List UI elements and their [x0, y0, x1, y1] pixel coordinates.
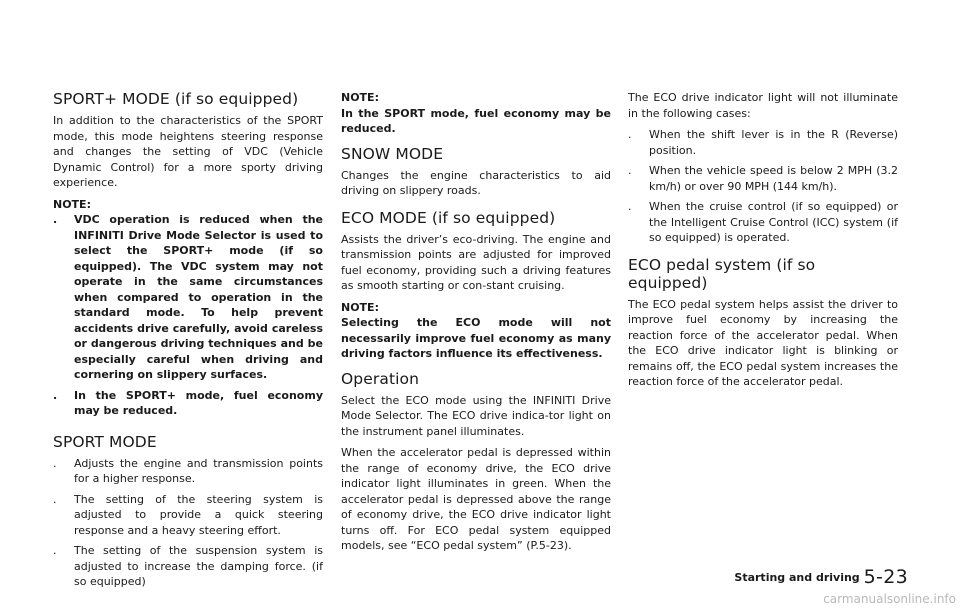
- heading-snow-mode: SNOW MODE: [341, 144, 444, 163]
- column-left: [53, 90, 323, 596]
- section-title: Starting and driving: [734, 571, 860, 584]
- list-item: . In the SPORT+ mode, fuel economy may be reduced.: [53, 388, 323, 417]
- sport-mode-list: [53, 456, 323, 590]
- bullet: .: [53, 544, 57, 557]
- heading-sport-mode: SPORT MODE: [53, 432, 157, 451]
- eco-pedal-description: The ECO pedal system helps assist the driver to improve fuel economy by increasing the reaction force of the accelerator pedal. When the ECO drive indicator light is blinking or remains off, the ECO pedal system increases the reaction force of the accelerator pedal.: [628, 297, 898, 388]
- list-item: . VDC operation is reduced when the INFINITI Drive Mode Selector is used to select the SPORT+ mode (if so equipped). The VDC system may not operate in the same circumstances when compared to operation in the standard mode. To help prevent accidents drive carefully, avoid careless or dangerous driving techniques and be especially careful when driving and cornering on slippery surfaces.: [53, 213, 323, 381]
- bullet: .: [628, 200, 632, 213]
- bullet: .: [53, 492, 57, 506]
- list-item: . When the shift lever is in the R (Reverse) position.: [628, 128, 898, 157]
- sport-plus-notes: [53, 212, 323, 419]
- heading-sport-plus-mode: SPORT+ MODE (if so equipped): [53, 90, 299, 108]
- heading-eco-pedal-system: ECO pedal system (if so equipped): [628, 255, 816, 292]
- bullet: .: [53, 213, 58, 226]
- list-item: . When the vehicle speed is below 2 MPH (3.2 km/h) or over 90 MPH (144 km/h).: [628, 164, 898, 193]
- page-footer: [734, 566, 908, 588]
- bullet: .: [628, 164, 632, 177]
- note-label: NOTE:: [53, 197, 91, 211]
- bullet: .: [53, 456, 57, 470]
- list-item: . When the cruise control (if so equipped) or the Intelligent Cruise Control (ICC) system (if so equipped) is operated.: [628, 200, 898, 244]
- eco-mode-note: Selecting the ECO mode will not necessarily improve fuel economy as many driving factors influence its effectiveness.: [341, 316, 611, 360]
- note-label: NOTE:: [341, 91, 379, 104]
- sport-mode-note: In the SPORT mode, fuel economy may be reduced.: [341, 106, 611, 135]
- list-item: . Adjusts the engine and transmission points for a higher response.: [53, 456, 323, 485]
- snow-mode-description: Changes the engine characteristics to aid driving on slippery roads.: [341, 168, 611, 197]
- operation-paragraph-1: Select the ECO mode using the INFINITI Drive Mode Selector. The ECO drive indica-tor light on the instrument panel illuminates.: [341, 393, 611, 438]
- operation-paragraph-2: When the accelerator pedal is depressed within the range of economy drive, the ECO drive indicator light illuminates in green. When the accelerator pedal is depressed above the range of economy drive, the ECO drive indicator light turns off. For ECO pedal system equipped models, see “ECO pedal system” (P.5-23).: [341, 446, 611, 552]
- heading-eco-mode: ECO MODE (if so equipped): [341, 208, 556, 227]
- column-right: [628, 90, 898, 396]
- bullet: .: [628, 128, 632, 141]
- sport-plus-description: In addition to the characteristics of the SPORT mode, this mode heightens steering response and changes the setting of VDC (Vehicle Dynamic Control) for a more sporty driving experience.: [53, 114, 323, 189]
- indicator-intro: The ECO drive indicator light will not illuminate in the following cases:: [628, 91, 898, 120]
- column-middle: [341, 90, 611, 560]
- watermark: carmanualsonline.info: [823, 592, 956, 606]
- note-label: NOTE:: [341, 300, 379, 314]
- eco-mode-description: Assists the driver’s eco-driving. The engine and transmission points are adjusted for improved fuel economy, providing such a driving features as smooth starting or con-stant cruising.: [341, 232, 611, 292]
- bullet: .: [53, 388, 58, 402]
- list-item: . The setting of the steering system is adjusted to provide a quick steering response and a heavy steering effort.: [53, 492, 323, 537]
- heading-operation: Operation: [341, 369, 420, 388]
- list-item: . The setting of the suspension system is adjusted to increase the damping force. (if so equipped): [53, 544, 323, 588]
- page-number: 5-23: [863, 566, 908, 588]
- indicator-cases-list: [628, 127, 898, 246]
